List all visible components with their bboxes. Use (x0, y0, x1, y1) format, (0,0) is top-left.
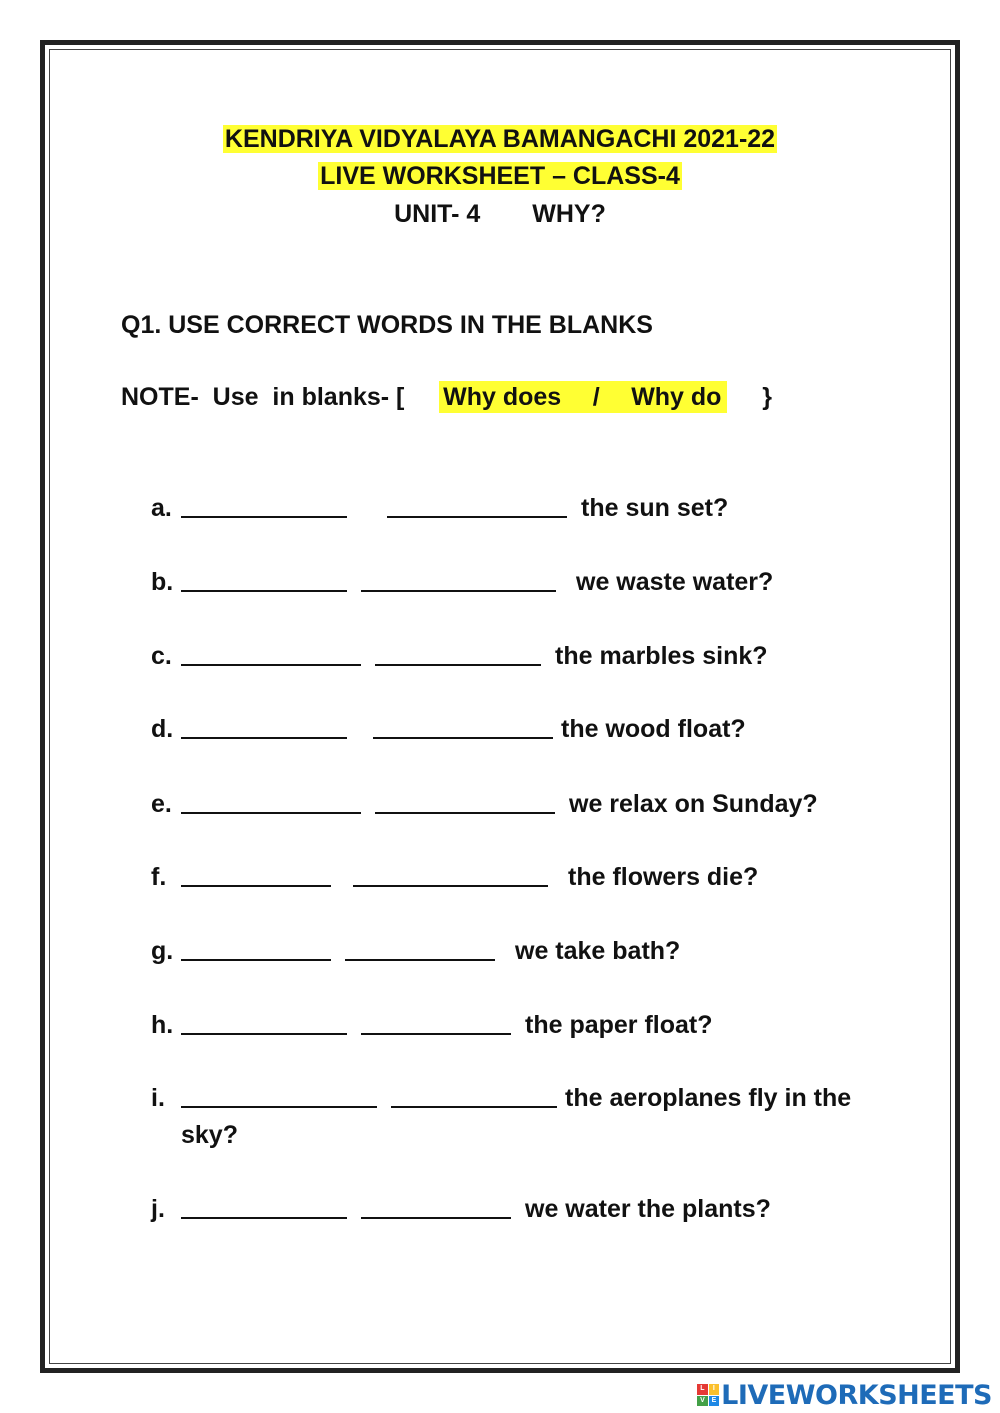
worksheet-title: LIVE WORKSHEET – CLASS-4 (320, 162, 680, 190)
liveworksheets-brand (697, 1379, 992, 1411)
list-item-e (151, 786, 818, 822)
note-option-why-do: Why do (631, 383, 722, 411)
worksheet-inner-border (49, 49, 951, 1364)
logo-tile: L (697, 1384, 708, 1395)
list-item-c (151, 638, 768, 674)
note-options-highlight (439, 381, 727, 413)
answer-blank-j1[interactable] (181, 1193, 347, 1219)
note-prefix: NOTE- Use in blanks- [ (121, 383, 405, 411)
item-letter: j. (151, 1195, 165, 1223)
worksheet-border (40, 40, 960, 1373)
item-text: we take bath? (515, 937, 681, 965)
answer-blank-g2[interactable] (345, 935, 495, 961)
item-letter: f. (151, 863, 167, 891)
item-text: we water the plants? (525, 1195, 771, 1223)
item-text: the wood float? (561, 715, 746, 743)
header-school-line (0, 123, 1000, 155)
item-text: the flowers die? (568, 863, 759, 891)
item-letter: a. (151, 494, 172, 522)
brand-name: LIVEWORKSHEETS (721, 1379, 992, 1411)
list-item-h (151, 1007, 713, 1043)
answer-blank-a1[interactable] (181, 492, 347, 518)
note-suffix: } (762, 383, 772, 411)
list-item-j (151, 1191, 771, 1227)
item-letter: b. (151, 568, 174, 596)
answer-blank-a2[interactable] (387, 492, 567, 518)
item-letter: e. (151, 790, 172, 818)
answer-blank-c2[interactable] (375, 640, 541, 666)
item-text: the aeroplanes fly in the (565, 1084, 852, 1112)
list-item-f (151, 859, 758, 895)
answer-blank-d2[interactable] (373, 713, 553, 739)
list-item-a (151, 490, 728, 526)
item-letter: i. (151, 1084, 165, 1112)
logo-tile: E (709, 1396, 720, 1407)
list-item-g (151, 933, 680, 969)
logo-tile: I (709, 1384, 720, 1395)
answer-blank-h2[interactable] (361, 1009, 511, 1035)
item-letter: c. (151, 642, 172, 670)
answer-blank-f1[interactable] (181, 861, 331, 887)
answer-blank-i2[interactable] (391, 1082, 557, 1108)
liveworksheets-logo-icon (697, 1384, 719, 1406)
answer-blank-f2[interactable] (353, 861, 548, 887)
answer-blank-c1[interactable] (181, 640, 361, 666)
answer-blank-e1[interactable] (181, 788, 361, 814)
item-text: we relax on Sunday? (569, 790, 818, 818)
item-text: we waste water? (576, 568, 774, 596)
item-text: the paper float? (525, 1011, 713, 1039)
header-worksheet-line (0, 160, 1000, 192)
unit-label: UNIT- 4 (394, 200, 481, 228)
header-unit-line (0, 198, 1000, 230)
item-text: the sun set? (581, 494, 729, 522)
answer-blank-g1[interactable] (181, 935, 331, 961)
answer-blank-b2[interactable] (361, 566, 556, 592)
answer-blank-h1[interactable] (181, 1009, 347, 1035)
list-item-b (151, 564, 773, 600)
note-line (121, 381, 772, 413)
unit-title: WHY? (532, 200, 606, 228)
list-item-i-continuation: sky? (181, 1121, 238, 1149)
logo-tile: V (697, 1396, 708, 1407)
answer-blank-d1[interactable] (181, 713, 347, 739)
answer-blank-e2[interactable] (375, 788, 555, 814)
item-letter: g. (151, 937, 174, 965)
note-option-why-does: Why does (443, 383, 562, 411)
item-letter: d. (151, 715, 174, 743)
answer-blank-b1[interactable] (181, 566, 347, 592)
question-title: Q1. USE CORRECT WORDS IN THE BLANKS (121, 311, 653, 339)
item-text: the marbles sink? (555, 642, 768, 670)
note-separator: / (592, 383, 600, 411)
school-title: KENDRIYA VIDYALAYA BAMANGACHI 2021-22 (224, 125, 776, 153)
answer-blank-i1[interactable] (181, 1082, 377, 1108)
answer-blank-j2[interactable] (361, 1193, 511, 1219)
list-item-i (151, 1080, 851, 1116)
item-letter: h. (151, 1011, 174, 1039)
list-item-d (151, 711, 746, 747)
